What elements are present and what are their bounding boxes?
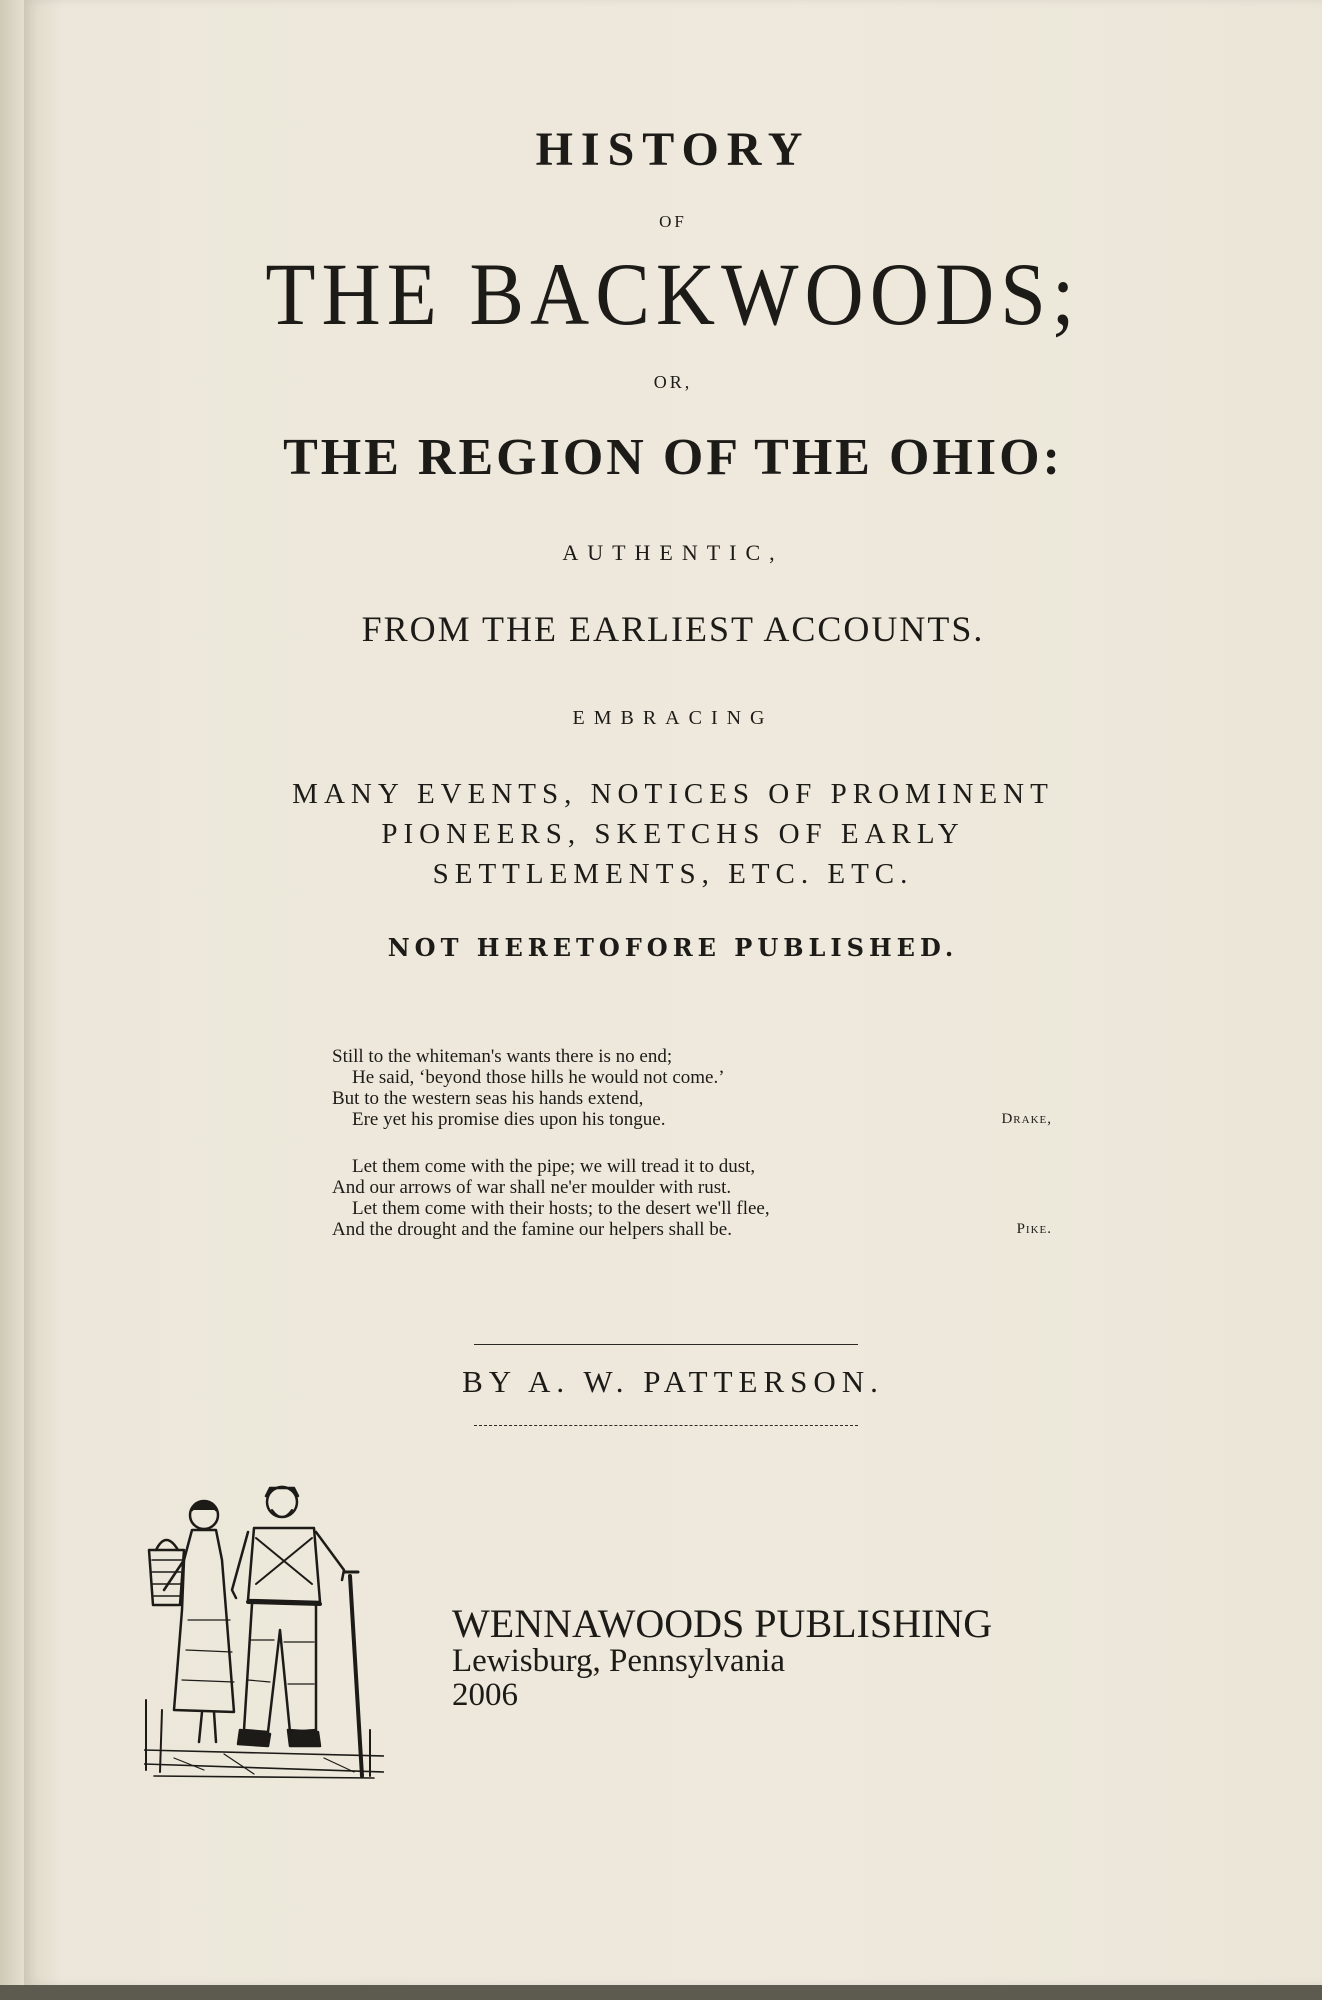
title-history: HISTORY — [535, 123, 811, 176]
verse-line — [332, 1109, 1052, 1130]
page-bottom-edge — [0, 1985, 1322, 2000]
verse-line: Still to the whiteman's wants there is no end; — [332, 1046, 673, 1067]
publisher-place: Lewisburg, Pennsylvania — [452, 1643, 786, 1679]
divider-rule — [474, 1344, 858, 1345]
title-region-of-ohio: THE REGION OF THE OHIO: — [283, 429, 1063, 486]
pioneer-couple-woodcut-icon — [144, 1480, 384, 1780]
verse-line: But to the western seas his hands extend, — [332, 1088, 644, 1109]
title-page — [24, 0, 1322, 1985]
subtitle-authentic: AUTHENTIC, — [562, 540, 784, 565]
subtitle-earliest-accounts: FROM THE EARLIEST ACCOUNTS. — [361, 609, 985, 649]
publisher-name: WENNAWOODS PUBLISHING — [452, 1601, 993, 1646]
subtitle-events-line: SETTLEMENTS, ETC. ETC. — [432, 858, 914, 890]
verse-line: Let them come with the pipe; we will tread it to dust, — [352, 1156, 756, 1177]
byline: BY A. W. PATTERSON. — [462, 1364, 884, 1399]
epigraph-verse — [332, 1156, 1052, 1240]
verse-line: Let them come with their hosts; to the desert we'll flee, — [352, 1198, 770, 1219]
title-backwoods: THE BACKWOODS; — [265, 245, 1081, 344]
book-spine — [0, 0, 24, 1985]
subtitle-embracing: EMBRACING — [572, 707, 774, 729]
verse-line — [332, 1219, 1052, 1240]
verse-line-text: And the drought and the famine our helpers shall be. — [332, 1219, 732, 1240]
divider-rule — [474, 1425, 858, 1426]
subtitle-events-line: MANY EVENTS, NOTICES OF PROMINENT — [292, 778, 1054, 810]
title-or: OR, — [653, 372, 693, 392]
verse-line: He said, ‘beyond those hills he would not come.’ — [352, 1067, 725, 1088]
publication-year: 2006 — [452, 1677, 518, 1713]
verse-line-text: Ere yet his promise dies upon his tongue. — [352, 1109, 666, 1130]
subtitle-events-line: PIONEERS, SKETCHS OF EARLY — [381, 818, 965, 850]
verse-line: And our arrows of war shall ne'er moulder with rust. — [332, 1177, 732, 1198]
verse-author: Pike. — [1016, 1221, 1052, 1237]
epigraph-verse — [332, 1046, 1052, 1130]
publisher-imprint — [452, 1601, 993, 1713]
verse-author: Drake, — [1001, 1111, 1052, 1127]
subtitle-not-published: NOT HERETOFORE PUBLISHED. — [387, 933, 959, 962]
title-of: OF — [659, 212, 687, 231]
